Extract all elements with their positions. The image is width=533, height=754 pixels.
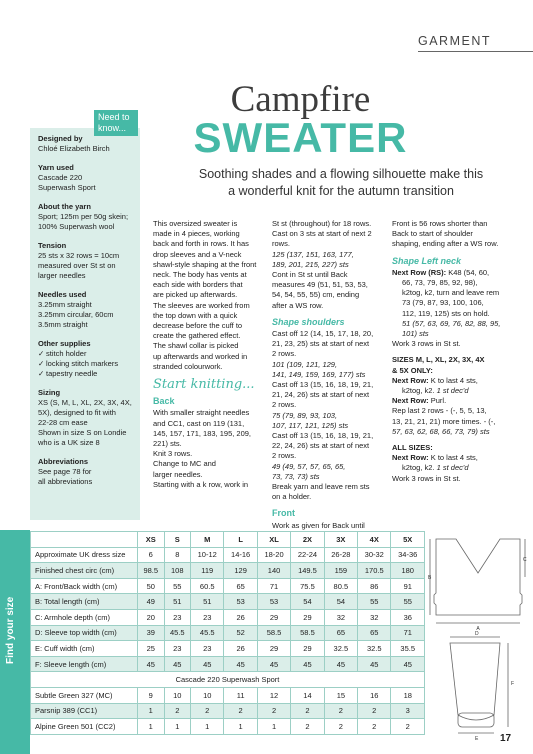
repeat-text: Rep last 2 rows - (-, 5, 5, 13, 13, 21, 21, 21) more times.	[392, 406, 487, 426]
header-cell	[31, 532, 138, 548]
value-cell: 58.5	[257, 625, 290, 641]
diagram-label-c: C	[523, 557, 527, 563]
value-cell: 45	[358, 656, 391, 672]
value-cell: 2	[164, 703, 191, 719]
row-label: Next Row:	[392, 396, 429, 406]
value-cell: 23	[191, 609, 224, 625]
row-label: Next Row:	[392, 375, 429, 385]
instruction-row	[392, 396, 510, 406]
sizes-subheading: SIZES M, L, XL, 2X, 3X, 4X & 5X ONLY:	[392, 355, 485, 375]
row-label-cell: Alpine Green 501 (CC2)	[31, 719, 138, 735]
stitch-count: 49 (49, 57, 57, 65, 65, 73, 73, 73) sts	[272, 461, 346, 481]
value-cell: 71	[257, 578, 290, 594]
value-cell: 54	[324, 594, 357, 610]
value-cell: 1	[138, 719, 165, 735]
value-cell: 65	[358, 625, 391, 641]
value-cell: 170.5	[358, 563, 391, 579]
paragraph: Cont in St st until Back measures 49 (51, 51, 53, 53, 54, 54, 55, 55) cm, ending after a WS row.	[272, 270, 368, 310]
value-cell: 58.5	[291, 625, 324, 641]
value-cell: 1	[164, 719, 191, 735]
value-cell: 2	[391, 719, 425, 735]
value-cell: 12	[257, 687, 290, 703]
size-table	[30, 531, 425, 735]
stitch-count: 51 (57, 63, 69, 76, 82, 88, 95, 101) sts	[402, 318, 501, 339]
paragraph: Cast off 13 (15, 16, 18, 19, 21, 22, 24, 26) sts at start of next 2 rows.	[272, 431, 374, 461]
row-label-cell: Finished chest circ (cm)	[31, 563, 138, 579]
row-label-cell: A: Front/Back width (cm)	[31, 578, 138, 594]
table-row	[31, 563, 425, 579]
row-label-cell: C: Armhole depth (cm)	[31, 609, 138, 625]
pattern-column-1	[153, 219, 271, 490]
shape-left-neck-heading: Shape Left neck	[392, 255, 462, 266]
abbreviations-text: See page 78 for all abbreviations	[38, 467, 93, 486]
value-cell: 45	[138, 656, 165, 672]
yarn-heading-row	[31, 672, 425, 688]
value-cell: 32.5	[324, 641, 357, 657]
value-cell: 71	[391, 625, 425, 641]
value-cell: 26	[224, 641, 257, 657]
intro-standfirst: Soothing shades and a flowing silhouette make this a wonderful knit for the autumn transition	[198, 167, 484, 198]
supply-item	[38, 369, 132, 379]
title-sweater: SWEATER	[193, 114, 408, 161]
value-cell: 26-28	[324, 547, 357, 563]
value-cell: 14	[291, 687, 324, 703]
instruction-row	[392, 453, 510, 463]
value-cell: 29	[257, 609, 290, 625]
value-cell: 52	[224, 625, 257, 641]
value-cell: 45.5	[191, 625, 224, 641]
diagram-label-a: A	[476, 626, 480, 632]
stitch-count: 125 (137, 151, 163, 177, 189, 201, 215, 227) sts	[272, 249, 354, 269]
header-cell: M	[191, 532, 224, 548]
about-yarn-heading: About the yarn	[38, 202, 91, 211]
value-cell: 45.5	[164, 625, 191, 641]
value-cell: 23	[164, 641, 191, 657]
row-label-cell: B: Total length (cm)	[31, 594, 138, 610]
value-cell: 2	[224, 703, 257, 719]
table-row	[31, 656, 425, 672]
stitch-count: 75 (79, 89, 93, 103, 107, 117, 121, 125) sts	[272, 410, 349, 430]
value-cell: 51	[191, 594, 224, 610]
repeat-tail: - (-,	[481, 416, 496, 426]
header-cell: 2X	[291, 532, 324, 548]
needles-heading: Needles used	[38, 290, 87, 299]
instruction-row	[392, 268, 510, 278]
value-cell: 91	[391, 578, 425, 594]
value-cell: 75.5	[291, 578, 324, 594]
tension-heading: Tension	[38, 241, 67, 250]
need-to-know-tag: Need to know...	[94, 110, 138, 136]
value-cell: 140	[257, 563, 290, 579]
value-cell: 10-12	[191, 547, 224, 563]
value-cell: 30-32	[358, 547, 391, 563]
row-continuation-text: k2tog, k2.	[402, 386, 435, 396]
stitch-count: 57, 63, 62, 68, 66, 73, 79) sts	[392, 426, 490, 436]
front-heading: Front	[272, 508, 295, 519]
designed-by-text: Chloé Elizabeth Birch	[38, 144, 110, 153]
value-cell: 53	[257, 594, 290, 610]
value-cell: 26	[224, 609, 257, 625]
value-cell: 36	[391, 609, 425, 625]
value-cell: 2	[358, 719, 391, 735]
value-cell: 20	[138, 609, 165, 625]
need-to-know-panel	[30, 128, 140, 520]
tension-text: 25 sts x 32 rows = 10cm measured over St st on larger needles	[38, 251, 120, 280]
supply-item-label: stitch holder	[46, 349, 87, 358]
value-cell: 35.5	[391, 641, 425, 657]
value-cell: 6	[138, 547, 165, 563]
row-text: K48 (54, 60,	[446, 267, 490, 277]
paragraph: Break yarn and leave rem sts on a holder.	[272, 482, 370, 502]
value-cell: 3	[391, 703, 425, 719]
diagram-label-d: D	[475, 631, 479, 637]
intro-paragraph: This oversized sweater is made in 4 pieces, working back and forth in rows. It has drop sleeves and a V-neck shawl-style shaping at the front neck. The body has vents at each side with borders that are picked up afterwards. The sleeves are worked from the top down with a quick decrease before the cuff to create the gathered effect. The shawl collar is picked up afterwards and worked in stranded colourwork.	[153, 219, 257, 371]
find-your-size-label: Find your size	[5, 596, 16, 664]
value-cell: 2	[324, 719, 357, 735]
value-cell: 149.5	[291, 563, 324, 579]
check-icon: ✓	[38, 369, 45, 378]
schematic-diagram	[428, 533, 528, 743]
row-text: K to last 4 sts,	[428, 375, 478, 385]
value-cell: 1	[138, 703, 165, 719]
back-heading: Back	[153, 396, 175, 407]
body-outline	[434, 539, 522, 615]
value-cell: 2	[257, 703, 290, 719]
value-cell: 45	[291, 656, 324, 672]
section-rule	[418, 51, 533, 52]
about-yarn-text: Sport; 125m per 50g skein; 100% Superwash wool	[38, 212, 129, 231]
paragraph: Work as given for Back until	[272, 520, 365, 530]
section-label: GARMENT	[418, 34, 491, 48]
diagram-label-f: F	[511, 681, 515, 687]
value-cell: 2	[291, 703, 324, 719]
value-cell: 54	[291, 594, 324, 610]
header-cell: 5X	[391, 532, 425, 548]
value-cell: 159	[324, 563, 357, 579]
value-cell: 29	[291, 641, 324, 657]
table-row	[31, 719, 425, 735]
value-cell: 65	[324, 625, 357, 641]
header-cell: S	[164, 532, 191, 548]
all-sizes-subheading: ALL SIZES:	[392, 443, 433, 453]
value-cell: 18	[391, 687, 425, 703]
diagram-label-b: B	[428, 575, 432, 581]
designed-by-heading: Designed by	[38, 134, 83, 143]
header-cell: 4X	[358, 532, 391, 548]
value-cell: 49	[138, 594, 165, 610]
header-cell: L	[224, 532, 257, 548]
value-cell: 9	[138, 687, 165, 703]
sizing-heading: Sizing	[38, 388, 61, 397]
paragraph: Cast off 12 (14, 15, 17, 18, 20, 21, 23, 25) sts at start of next 2 rows.	[272, 329, 374, 359]
value-cell: 22-24	[291, 547, 324, 563]
row-label: Next Row (RS):	[392, 267, 447, 277]
value-cell: 45	[257, 656, 290, 672]
value-cell: 2	[358, 703, 391, 719]
value-cell: 86	[358, 578, 391, 594]
paragraph: St st (throughout) for 18 rows. Cast on 3 sts at start of next 2 rows.	[272, 219, 372, 249]
value-cell: 50	[138, 578, 165, 594]
check-icon: ✓	[38, 349, 45, 358]
paragraph: Work 3 rows in St st.	[392, 473, 461, 483]
pattern-column-3	[392, 219, 510, 484]
table-row	[31, 641, 425, 657]
value-cell: 23	[191, 641, 224, 657]
value-cell: 32	[324, 609, 357, 625]
value-cell: 2	[324, 703, 357, 719]
value-cell: 53	[224, 594, 257, 610]
table-row	[31, 609, 425, 625]
paragraph: Work 3 rows in St st.	[392, 339, 461, 349]
row-continuation	[392, 386, 510, 396]
value-cell: 8	[164, 547, 191, 563]
sleeve-outline	[450, 643, 500, 720]
table-row	[31, 547, 425, 563]
value-cell: 51	[164, 594, 191, 610]
value-cell: 60.5	[191, 578, 224, 594]
pattern-column-2	[272, 219, 390, 531]
value-cell: 45	[324, 656, 357, 672]
value-cell: 23	[164, 609, 191, 625]
value-cell: 1	[224, 719, 257, 735]
check-icon: ✓	[38, 359, 45, 368]
needles-text: 3.25mm straight 3.25mm circular, 60cm 3.5mm straight	[38, 300, 114, 329]
row-text: K to last 4 sts,	[428, 453, 478, 463]
header-cell: XL	[257, 532, 290, 548]
row-label-cell: D: Sleeve top width (cm)	[31, 625, 138, 641]
page-number: 17	[500, 733, 512, 744]
value-cell: 55	[391, 594, 425, 610]
paragraph: Cast off 13 (15, 16, 18, 19, 21, 21, 24, 26) sts at start of next 2 rows.	[272, 380, 374, 410]
value-cell: 39	[138, 625, 165, 641]
value-cell: 25	[138, 641, 165, 657]
row-label-cell: E: Cuff width (cm)	[31, 641, 138, 657]
table-row	[31, 594, 425, 610]
yarn-used-heading: Yarn used	[38, 163, 74, 172]
abbreviations-heading: Abbreviations	[38, 457, 89, 466]
table-row	[31, 703, 425, 719]
value-cell: 2	[291, 719, 324, 735]
value-cell: 2	[191, 703, 224, 719]
value-cell: 29	[291, 609, 324, 625]
row-label-cell: Approximate UK dress size	[31, 547, 138, 563]
value-cell: 11	[224, 687, 257, 703]
row-text: Purl.	[428, 396, 447, 406]
supply-item-label: locking stitch markers	[46, 359, 119, 368]
value-cell: 14-16	[224, 547, 257, 563]
value-cell: 1	[257, 719, 290, 735]
row-continuation	[392, 463, 510, 473]
value-cell: 55	[358, 594, 391, 610]
value-cell: 45	[191, 656, 224, 672]
yarn-heading-cell: Cascade 220 Superwash Sport	[31, 672, 425, 688]
value-cell: 32.5	[358, 641, 391, 657]
table-header-row	[31, 532, 425, 548]
value-cell: 98.5	[138, 563, 165, 579]
yarn-used-text: Cascade 220 Superwash Sport	[38, 173, 96, 192]
value-cell: 65	[224, 578, 257, 594]
repeat-paragraph	[392, 406, 510, 426]
stitch-count: 1 st dec'd	[436, 386, 469, 396]
value-cell: 1	[191, 719, 224, 735]
row-label-cell: Parsnip 389 (CC1)	[31, 703, 138, 719]
supply-item-label: tapestry needle	[46, 369, 98, 378]
supplies-heading: Other supplies	[38, 339, 91, 348]
value-cell: 45	[164, 656, 191, 672]
start-knitting-heading: Start knitting...	[153, 377, 255, 393]
value-cell: 80.5	[324, 578, 357, 594]
supply-item	[38, 359, 132, 369]
table-row	[31, 687, 425, 703]
row-label: Next Row:	[392, 453, 429, 463]
value-cell: 10	[191, 687, 224, 703]
table-row	[31, 625, 425, 641]
value-cell: 16	[358, 687, 391, 703]
diagram-label-e: E	[475, 736, 479, 742]
value-cell: 10	[164, 687, 191, 703]
shape-shoulders-heading: Shape shoulders	[272, 316, 345, 327]
value-cell: 45	[224, 656, 257, 672]
table-row	[31, 578, 425, 594]
row-continuation: 66, 73, 79, 85, 92, 98), k2tog, k2, turn and leave rem 73 (79, 87, 93, 100, 106, 112, 119, 125) sts on hold.	[402, 278, 500, 318]
value-cell: 29	[257, 641, 290, 657]
sizing-text: XS (S, M, L, XL, 2X, 3X, 4X, 5X), designed to fit with 22-28 cm ease Shown in size S on Londie who is a UK size 8	[38, 398, 132, 447]
stitch-count: 1 st dec'd	[436, 463, 469, 473]
value-cell: 55	[164, 578, 191, 594]
value-cell: 108	[164, 563, 191, 579]
row-label-cell: F: Sleeve length (cm)	[31, 656, 138, 672]
value-cell: 119	[191, 563, 224, 579]
value-cell: 34-36	[391, 547, 425, 563]
row-label-cell: Subtle Green 327 (MC)	[31, 687, 138, 703]
title-campfire: Campfire	[230, 79, 371, 120]
paragraph: Front is 56 rows shorter than Back to start of shoulder shaping, ending after a WS row.	[392, 219, 499, 249]
header-cell: XS	[138, 532, 165, 548]
row-continuation-text: k2tog, k2.	[402, 463, 435, 473]
value-cell: 129	[224, 563, 257, 579]
value-cell: 15	[324, 687, 357, 703]
supply-item	[38, 349, 132, 359]
value-cell: 180	[391, 563, 425, 579]
stitch-count: 101 (109, 121, 129, 141, 149, 159, 169, 177) sts	[272, 359, 366, 379]
value-cell: 18-20	[257, 547, 290, 563]
header-cell: 3X	[324, 532, 357, 548]
value-cell: 32	[358, 609, 391, 625]
back-paragraph: With smaller straight needles and CC1, cast on 119 (131, 145, 157, 171, 183, 195, 209, 221) sts. Knit 3 rows. Change to MC and larger needles. Starting with a k row, work in	[153, 408, 252, 489]
body-schematic	[430, 539, 525, 623]
sleeve-schematic	[450, 637, 508, 733]
instruction-row	[392, 376, 510, 386]
value-cell: 45	[391, 656, 425, 672]
